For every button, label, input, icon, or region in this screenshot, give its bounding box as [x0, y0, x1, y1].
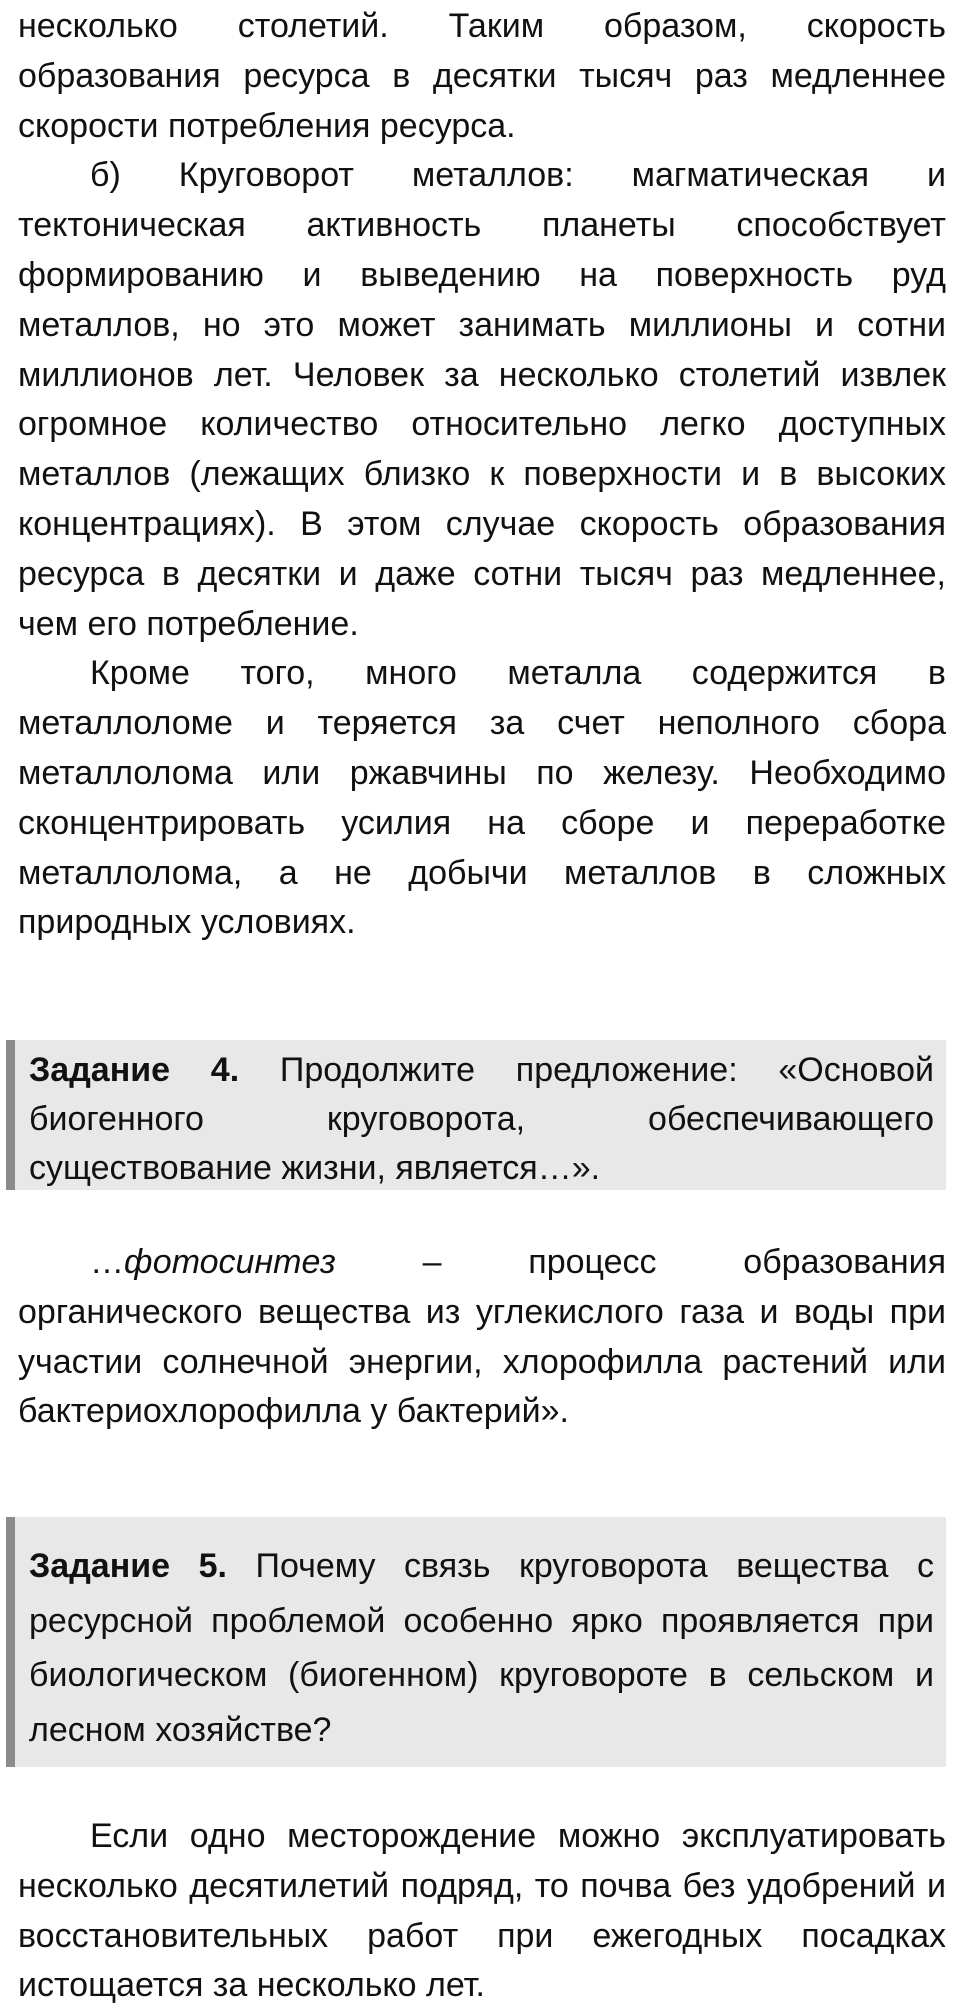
answer-5-text: Если одно месторождение можно эксплуатировать несколько десятилетий подряд, то почва без удобрений и восстановительных работ при ежегодных посадках истощается за несколько лет. — [18, 1817, 946, 2005]
task-5-box — [6, 1517, 946, 1767]
task-4-label: Задание 4. — [29, 1051, 240, 1089]
task-4-box — [6, 1040, 946, 1190]
answer-4-term: фотосинтез — [124, 1243, 336, 1281]
paragraph-metal-cycle: б) Круговорот металлов: магматическая и тектоническая активность планеты способствует формированию и выведению на поверхность руд металлов, но это может занимать миллионы и сотни миллионов лет. Человек за несколько столетий извлек огромное количество относительно легко доступных металлов (лежащих близко к поверхности и в высоких концентрациях). В этом случае скорость образования ресурса в десятки и даже сотни тысяч раз медленнее, чем его потребление. — [18, 156, 946, 643]
task-4-text — [29, 1046, 934, 1193]
paragraph-scrap-metal: Кроме того, много металла содержится в металлоломе и теряется за счет неполного сбора металлолома или ржавчины по железу. Необходимо сконцентрировать усилия на сборе и переработке металлолома, а не добычи металлов в сложных природных условиях. — [18, 654, 946, 942]
paragraph-resource-rate: несколько столетий. Таким образом, скорость образования ресурса в десятки тысяч раз медленнее скорости потребления ресурса. — [18, 7, 946, 145]
answer-4-lead: … — [90, 1243, 124, 1281]
task-5-text — [29, 1539, 934, 1757]
answer-4 — [18, 1238, 946, 1437]
task-4-question: Продолжите предложение: «Основой биогенного круговорота, обеспечивающего существование жизни, является…». — [29, 1051, 934, 1187]
answer-4-text — [18, 1238, 946, 1437]
answer-4-rest: – процесс образования органического вещества из углекислого газа и воды при участии солнечной энергии, хлорофилла растений или бактериохлорофилла у бактерий». — [18, 1243, 946, 1431]
body-text-top — [18, 2, 946, 948]
task-5-question: Почему связь круговорота вещества с ресурсной проблемой особенно ярко проявляется при биологическом (биогенном) круговороте в сельском и лесном хозяйстве? — [29, 1547, 935, 1749]
task-5-label: Задание 5. — [29, 1547, 227, 1585]
answer-5 — [18, 1812, 946, 2011]
